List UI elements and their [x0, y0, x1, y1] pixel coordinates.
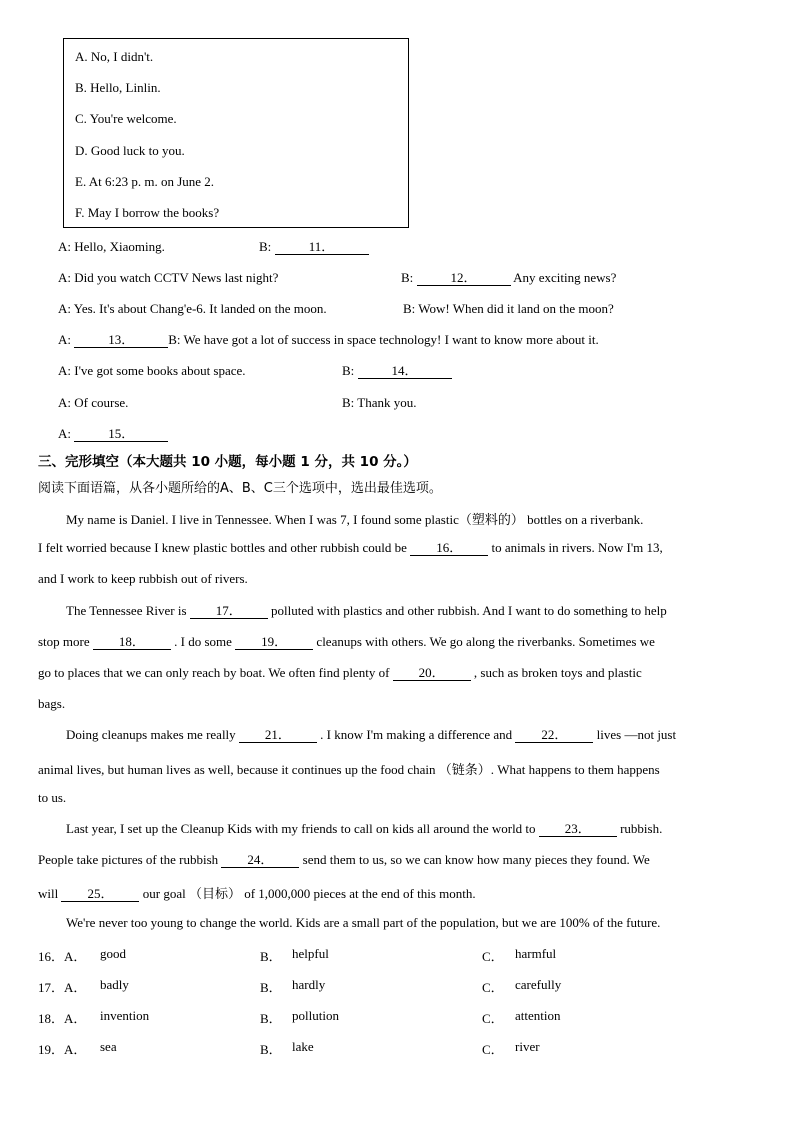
dialogue-line-a1: A: Hello, Xiaoming.	[58, 239, 165, 254]
choice-b[interactable]: hardly	[292, 977, 326, 992]
option-b: B. Hello, Linlin.	[75, 80, 161, 95]
passage-text: our goal （目标） of 1,000,000 pieces at the end of this month.	[142, 886, 476, 901]
choice-c-label: C．	[482, 980, 504, 995]
choice-a[interactable]: sea	[100, 1039, 117, 1054]
passage-text: to animals in rivers. Now I'm 13,	[491, 540, 663, 555]
speaker-label: A:	[58, 426, 71, 441]
passage-text: , such as broken toys and plastic	[473, 665, 642, 680]
passage-line	[38, 883, 476, 902]
passage-text: polluted with plastics and other rubbish. And I want to do something to help	[271, 603, 667, 618]
blank-14[interactable]: 14．	[358, 364, 452, 379]
passage-text: stop more	[38, 634, 90, 649]
passage-text: rubbish.	[620, 821, 663, 836]
passage-text: . I do some	[174, 634, 232, 649]
choice-b-label: B．	[260, 980, 282, 995]
passage-line: We're never too young to change the world. Kids are a small part of the population, but we are 100% of the future.	[66, 915, 661, 930]
dialogue-line-b3: B: Wow! When did it land on the moon?	[403, 301, 614, 316]
passage-line	[38, 852, 650, 868]
blank-17[interactable]: 17．	[190, 604, 268, 619]
dialogue-text: B: We have got a lot of success in space technology! I want to know more about it.	[168, 332, 599, 347]
choice-b-label: B．	[260, 1011, 282, 1026]
choice-a[interactable]: invention	[100, 1008, 150, 1023]
passage-line	[66, 821, 662, 837]
dialogue-line-7	[58, 426, 168, 442]
speaker-label: B:	[342, 363, 355, 378]
question-number: 16．A．	[38, 949, 87, 964]
choice-b[interactable]: pollution	[292, 1008, 339, 1023]
option-f: F. May I borrow the books?	[75, 205, 220, 220]
choice-c[interactable]: river	[515, 1039, 540, 1054]
option-e: E. At 6:23 p. m. on June 2.	[75, 174, 215, 189]
passage-line: animal lives, but human lives as well, because it continues up the food chain （链条）. What happens to them happens	[38, 762, 660, 777]
passage-text: People take pictures of the rubbish	[38, 852, 219, 867]
blank-15[interactable]: 15．	[74, 427, 168, 442]
section-instruction: 阅读下面语篇，从各小题所给的A、B、C三个选项中，选出最佳选项。	[38, 481, 442, 496]
choice-b-label: B．	[260, 949, 282, 964]
option-c: C. You're welcome.	[75, 111, 177, 126]
passage-text: . I know I'm making a difference and	[320, 727, 513, 742]
passage-line	[66, 603, 667, 619]
passage-line	[38, 634, 655, 650]
blank-12[interactable]: 12．	[417, 271, 511, 286]
speaker-label: B:	[259, 239, 272, 254]
passage-line: and I work to keep rubbish out of rivers.	[38, 571, 248, 586]
speaker-label: B:	[401, 270, 414, 285]
passage-text: I felt worried because I knew plastic bottles and other rubbish could be	[38, 540, 407, 555]
speaker-label: A:	[58, 332, 71, 347]
dialogue-line-b5	[342, 363, 452, 379]
dialogue-line-a2: A: Did you watch CCTV News last night?	[58, 270, 279, 285]
dialogue-line-b6: B: Thank you.	[342, 395, 417, 410]
blank-18[interactable]: 18．	[93, 635, 171, 650]
passage-text: The Tennessee River is	[66, 603, 187, 618]
dialogue-line-b2	[401, 270, 616, 286]
blank-16[interactable]: 16．	[410, 541, 488, 556]
passage-text: Last year, I set up the Cleanup Kids with my friends to call on kids all around the world to	[66, 821, 536, 836]
choice-c-label: C．	[482, 1011, 504, 1026]
blank-22[interactable]: 22．	[515, 728, 593, 743]
question-number: 19．A．	[38, 1042, 87, 1057]
options-box	[63, 38, 409, 228]
choice-c[interactable]: harmful	[515, 946, 557, 961]
blank-21[interactable]: 21．	[239, 728, 317, 743]
choice-a[interactable]: badly	[100, 977, 129, 992]
blank-23[interactable]: 23．	[539, 822, 617, 837]
dialogue-text: Any exciting news?	[513, 270, 617, 285]
choice-a[interactable]: good	[100, 946, 126, 961]
passage-line	[66, 727, 676, 743]
blank-13[interactable]: 13．	[74, 333, 168, 348]
question-number: 17．A．	[38, 980, 87, 995]
dialogue-line-a6: A: Of course.	[58, 395, 129, 410]
dialogue-line-a3: A: Yes. It's about Chang'e-6. It landed on the moon.	[58, 301, 327, 316]
blank-24[interactable]: 24．	[221, 853, 299, 868]
choice-c[interactable]: attention	[515, 1008, 561, 1023]
passage-text: go to places that we can only reach by boat. We often find plenty of	[38, 665, 390, 680]
dialogue-line-a5: A: I've got some books about space.	[58, 363, 246, 378]
dialogue-line-4	[58, 332, 599, 348]
passage-line: to us.	[38, 790, 67, 805]
blank-25[interactable]: 25．	[61, 887, 139, 902]
passage-line: My name is Daniel. I live in Tennessee. When I was 7, I found some plastic（塑料的） bottles on a riverbank.	[66, 512, 644, 527]
passage-text: Doing cleanups makes me really	[66, 727, 236, 742]
choice-c-label: C．	[482, 949, 504, 964]
dialogue-line-b1	[259, 239, 369, 255]
choice-b-label: B．	[260, 1042, 282, 1057]
choice-c-label: C．	[482, 1042, 504, 1057]
question-number: 18．A．	[38, 1011, 87, 1026]
choice-c[interactable]: carefully	[515, 977, 562, 992]
passage-line	[38, 540, 663, 556]
blank-19[interactable]: 19．	[235, 635, 313, 650]
passage-text: will	[38, 886, 59, 901]
choice-b[interactable]: lake	[292, 1039, 314, 1054]
passage-text: send them to us, so we can know how many pieces they found. We	[302, 852, 650, 867]
section-heading: 三、完形填空（本大题共 10 小题，每小题 1 分，共 10 分。）	[38, 454, 417, 470]
blank-11[interactable]: 11．	[275, 240, 369, 255]
option-a: A. No, I didn't.	[75, 49, 154, 64]
passage-text: lives —not just	[596, 727, 677, 742]
passage-text: cleanups with others. We go along the riverbanks. Sometimes we	[316, 634, 655, 649]
passage-line: bags.	[38, 696, 66, 711]
passage-line	[38, 665, 642, 681]
option-d: D. Good luck to you.	[75, 143, 185, 158]
choice-b[interactable]: helpful	[292, 946, 329, 961]
blank-20[interactable]: 20．	[393, 666, 471, 681]
